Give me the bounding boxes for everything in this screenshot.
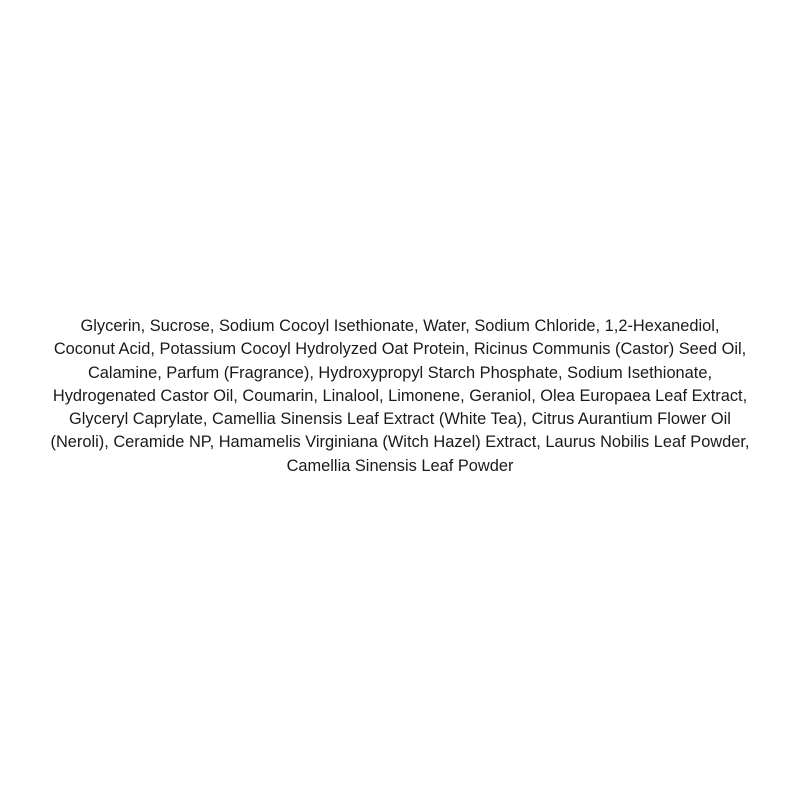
ingredients-line: Glyceryl Caprylate, Camellia Sinensis Leaf Extract (White Tea), Citrus Aurantium Flower Oil: [69, 410, 731, 429]
ingredients-line: Hydrogenated Castor Oil, Coumarin, Linalool, Limonene, Geraniol, Olea Europaea Leaf Extract,: [52, 386, 748, 405]
ingredients-list: [10, 315, 790, 478]
ingredients-line: Camellia Sinensis Leaf Powder: [286, 456, 514, 475]
ingredients-line: (Neroli), Ceramide NP, Hamamelis Virginiana (Witch Hazel) Extract, Laurus Nobilis Leaf Powder,: [50, 433, 750, 452]
ingredients-line: Coconut Acid, Potassium Cocoyl Hydrolyzed Oat Protein, Ricinus Communis (Castor) Seed Oil,: [53, 340, 747, 359]
ingredients-line: Glycerin, Sucrose, Sodium Cocoyl Isethionate, Water, Sodium Chloride, 1,2-Hexanediol,: [80, 317, 720, 335]
ingredients-line: Calamine, Parfum (Fragrance), Hydroxypropyl Starch Phosphate, Sodium Isethionate,: [87, 363, 713, 382]
